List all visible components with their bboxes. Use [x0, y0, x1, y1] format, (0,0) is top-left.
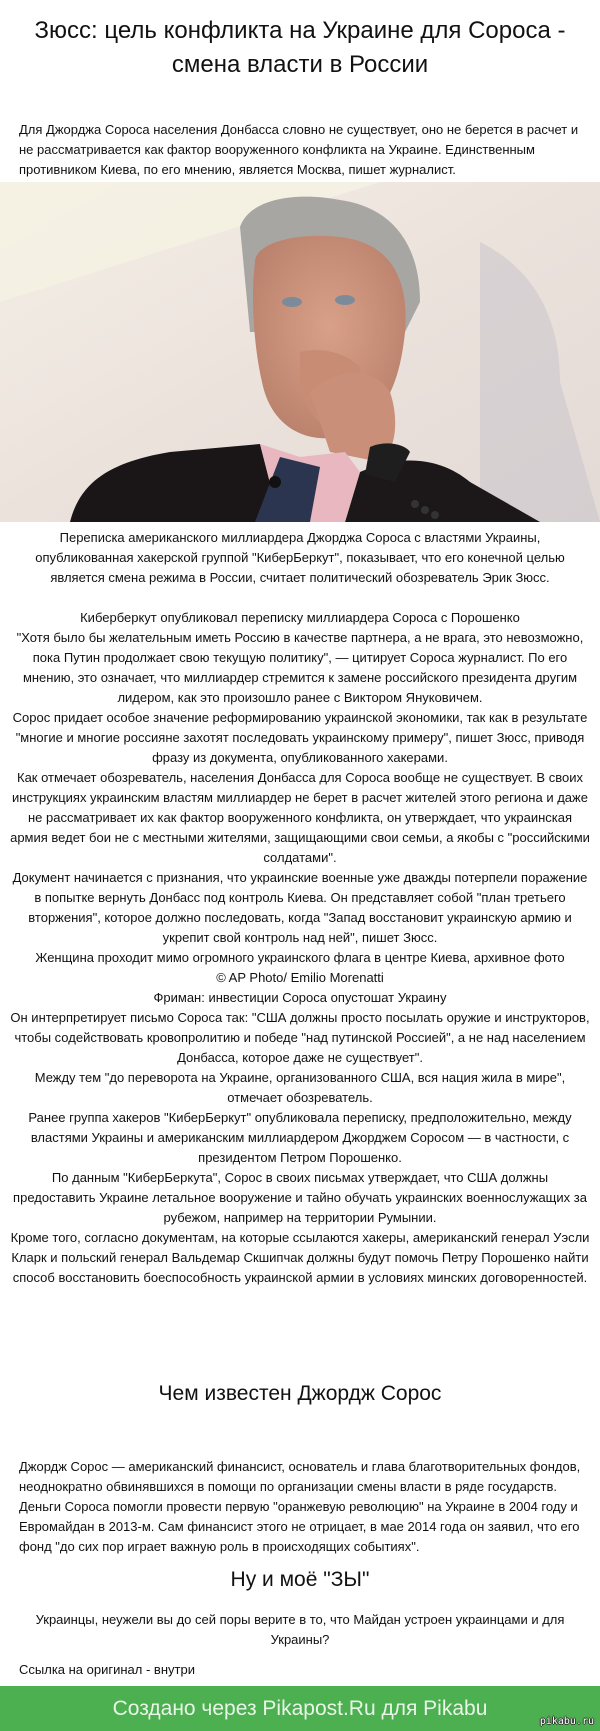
about-text: Джордж Сорос — американский финансист, основатель и глава благотворительных фондов, неоднократно обвинявшихся в помощи по организации смены власти в ряде государств. Деньги Сороса помогли провести первую "оранжевую революцию" на Украине в 2004 году и Евромайдан в 2013-м. Сам финансист этого не отрицает, в мае 2014 года он заявил, что его фонд "до сих пор играет важную роль в происходящих событиях".	[19, 1459, 581, 1554]
photo-caption: Женщина проходит мимо огромного украинского флага в центре Киева, архивное фото	[35, 950, 565, 965]
about-heading: Чем известен Джордж Сорос	[158, 1382, 442, 1405]
ps-heading: Ну и моё "ЗЫ"	[230, 1568, 370, 1591]
footer-text: Создано через Pikapost.Ru для Pikabu	[112, 1697, 488, 1720]
paragraph: Переписка американского миллиардера Джорджа Сороса с властями Украины, опубликованная хакерской группой "КиберБеркут", показывает, что его конечной целью является смена режима в России, считает политический обозреватель Эрик Зюсс.	[35, 530, 565, 585]
pikabu-watermark: pikabu.ru	[539, 1716, 594, 1727]
paragraph: По данным "КиберБеркута", Сорос в своих письмах утверждает, что США должны предоставить Украине летальное вооружение и тайно обучать украинских военнослужащих за рубежом, например на территории Румынии.	[13, 1170, 587, 1225]
paragraph: Кроме того, согласно документам, на которые ссылаются хакеры, американский генерал Уэсли Кларк и польский генерал Вальдемар Скшипчак должны будут помочь Петру Порошенко найти способ восстановить боеспособность украинской армии в условиях минских договоренностей.	[10, 1230, 590, 1285]
paragraph: "Хотя было бы желательным иметь Россию в качестве партнера, а не врага, это невозможно, пока Путин продолжает свою текущую политику", — цитирует Сороса журналист. По его мнению, это означает, что миллиардер стремится к замене российского президента другим лидером, как это произошло ранее с Виктором Януковичем.	[16, 630, 584, 705]
paragraph: Между тем "до переворота на Украине, организованного США, вся нация жила в мире", отмечает обозреватель.	[34, 1070, 566, 1105]
article-body	[10, 528, 590, 1288]
photo-credit: © AP Photo/ Emilio Morenatti	[216, 970, 384, 985]
paragraph: Как отмечает обозреватель, населения Донбасса для Сороса вообще не существует. В своих инструкциях украинским властям миллиардер не берет в расчет жителей этого региона и даже не рассматривает их как фактор вооруженного конфликта, он утверждает, что украинская армия ведет бои не с местными жителями, защищающими свои семьи, а якобы с "российскими солдатами".	[10, 770, 590, 865]
paragraph: Сорос придает особое значение реформированию украинской экономики, так как в результате "многие и многие россияне захотят последовать украинскому примеру", пишет Зюсс, приводя фразу из документа, опубликованного хакерами.	[12, 710, 588, 765]
source-link-note: Ссылка на оригинал - внутри	[19, 1662, 195, 1677]
paragraph: Ранее группа хакеров "КиберБеркут" опубликовала переписку, предположительно, между властями Украины и американским миллиардером Джорджем Соросом — в частности, с президентом Петром Порошенко.	[28, 1110, 572, 1165]
related-link-text: Фриман: инвестиции Сороса опустошат Украину	[153, 990, 447, 1005]
paragraph: Он интерпретирует письмо Сороса так: "США должны просто посылать оружие и инструкторов, чтобы содействовать кровопролитию и победе "над путинской Россией", а не над населением Донбасса, которое даже не существует".	[10, 1010, 590, 1065]
paragraph: Документ начинается с признания, что украинские военные уже дважды потерпели поражение в попытке вернуть Донбасс под контроль Киева. Он представляет собой "план третьего вторжения", которое должно последовать, когда "Запад восстановит украинскую армию и укрепит свой контроль над ней", пишет Зюсс.	[12, 870, 588, 945]
article-photo	[0, 182, 600, 522]
ps-text: Украинцы, неужели вы до сей поры верите в то, что Майдан устроен украинцами и для Украины?	[35, 1612, 565, 1647]
related-link-text: Киберберкут опубликовал переписку миллиардера Сороса с Порошенко	[80, 610, 520, 625]
article-title: Зюсс: цель конфликта на Украине для Сороса - смена власти в России	[34, 17, 566, 78]
paragraph-spacer	[10, 588, 590, 608]
article-lead: Для Джорджа Сороса населения Донбасса словно не существует, оно не берется в расчет и не рассматривается как фактор вооруженного конфликта на Украине. Единственным противником Киева, по его мнению, является Москва, пишет журналист.	[19, 122, 579, 177]
portrait-image	[0, 182, 600, 522]
footer-banner	[0, 1686, 600, 1731]
